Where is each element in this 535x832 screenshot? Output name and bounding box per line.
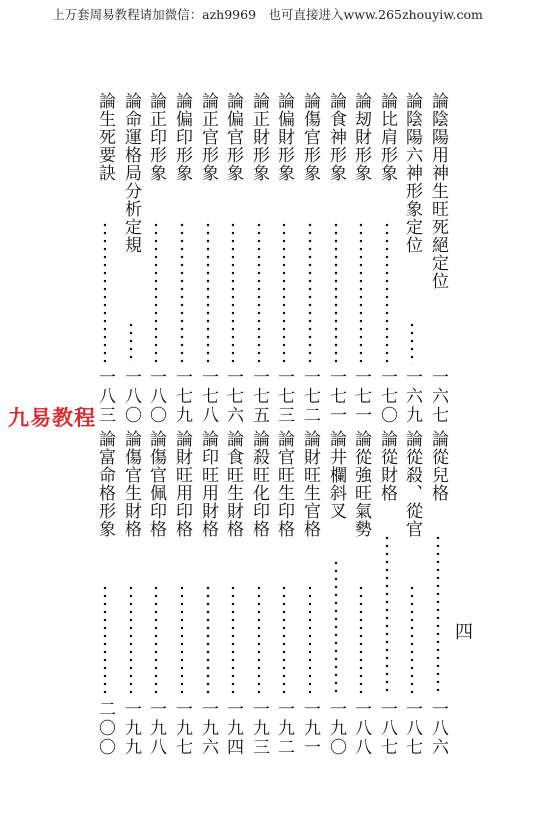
toc-leader-dots xyxy=(334,559,338,694)
toc-entry-page: 一八三 xyxy=(95,368,115,425)
toc-leader-dots xyxy=(180,221,184,364)
toc-entry xyxy=(93,92,117,443)
toc-entry-title: 論正財形象 xyxy=(249,92,269,182)
toc-entry-page: 一九八 xyxy=(146,700,166,757)
toc-entry-page: 一八七 xyxy=(377,700,397,757)
toc-entry-title: 論從兒格 xyxy=(428,430,448,502)
toc-entry xyxy=(272,92,296,443)
toc-entry-page: 一六九 xyxy=(402,368,422,425)
toc-entry-title: 論傷官佩印格 xyxy=(146,430,166,538)
toc-entry-page: 一七一 xyxy=(326,368,346,425)
toc-entry xyxy=(375,430,399,775)
toc-entry-page: 一八〇 xyxy=(146,368,166,425)
toc-entry xyxy=(247,92,271,443)
toc-entry-page: 一七九 xyxy=(172,368,192,425)
toc-entry xyxy=(426,430,450,775)
toc-leader-dots xyxy=(257,584,261,694)
toc-entry-title: 論陰陽六神形象定位 xyxy=(402,92,422,254)
toc-entry-page: 一九七 xyxy=(172,700,192,757)
toc-entry-title: 論從強旺氣勢 xyxy=(351,430,371,538)
toc-leader-dots xyxy=(103,584,107,694)
toc-leader-dots xyxy=(436,534,440,694)
toc-entry-page: 一九四 xyxy=(223,700,243,757)
toc-entry-title: 論食旺生財格 xyxy=(223,430,243,538)
toc-entry xyxy=(298,430,322,775)
toc-entry-page: 一八六 xyxy=(428,700,448,757)
toc-entry-title: 論偏官形象 xyxy=(223,92,243,182)
toc-entry-title: 論從殺、從官 xyxy=(402,430,422,538)
toc-entry xyxy=(324,430,348,775)
toc-entry-title: 論傷官生財格 xyxy=(121,430,141,538)
toc-entry-page: 一六七 xyxy=(428,368,448,425)
toc-entry xyxy=(144,430,168,775)
toc-entry-page: 二〇〇 xyxy=(95,700,115,757)
toc-entry-title: 論井欄斜叉 xyxy=(326,430,346,520)
toc-leader-dots xyxy=(180,584,184,694)
toc-leader-dots xyxy=(231,221,235,364)
toc-entry xyxy=(144,92,168,443)
toc-entry xyxy=(170,92,194,443)
toc-entry-title: 論財旺用印格 xyxy=(172,430,192,538)
toc-leader-dots xyxy=(206,221,210,364)
toc-leader-dots xyxy=(154,584,158,694)
toc-leader-dots xyxy=(206,584,210,694)
toc-entry-title: 論正官形象 xyxy=(198,92,218,182)
toc-entry-page: 一七五 xyxy=(249,368,269,425)
toc-entry-page: 一九一 xyxy=(300,700,320,757)
toc-entry-page: 一八七 xyxy=(402,700,422,757)
toc-entry-title: 論陰陽用神生旺死絕定位 xyxy=(428,92,448,290)
toc-leader-dots xyxy=(359,221,363,364)
toc-leader-dots xyxy=(410,321,414,364)
toc-leader-dots xyxy=(282,584,286,694)
toc-entry-page: 一九六 xyxy=(198,700,218,757)
toc-entry xyxy=(196,430,220,775)
toc-leader-dots xyxy=(410,584,414,694)
toc-entry xyxy=(400,92,424,443)
toc-entry-title: 論富命格形象 xyxy=(95,430,115,538)
toc-leader-dots xyxy=(129,584,133,694)
toc-leader-dots xyxy=(385,534,389,694)
toc-leader-dots xyxy=(231,584,235,694)
toc-entry xyxy=(375,92,399,443)
toc-entry-title: 論偏印形象 xyxy=(172,92,192,182)
toc-entry-page: 一八〇 xyxy=(121,368,141,425)
toc-entry-page: 一七二 xyxy=(300,368,320,425)
toc-entry-page: 一七一 xyxy=(351,368,371,425)
toc-leader-dots xyxy=(359,584,363,694)
toc-leader-dots xyxy=(282,221,286,364)
toc-entry-title: 論殺旺化印格 xyxy=(249,430,269,538)
toc-entry xyxy=(349,92,373,443)
toc-leader-dots xyxy=(129,321,133,364)
toc-entry-page: 一九二 xyxy=(274,700,294,757)
watermark-logo: 九易教程 xyxy=(8,406,96,430)
toc-entry-title: 論從財格 xyxy=(377,430,397,502)
toc-entry xyxy=(221,430,245,775)
toc-entry xyxy=(196,92,220,443)
toc-entry-page: 一七三 xyxy=(274,368,294,425)
page-number: 四 xyxy=(455,622,473,643)
toc-entry xyxy=(221,92,245,443)
toc-entry xyxy=(247,430,271,775)
toc-entry-title: 論刼財形象 xyxy=(351,92,371,182)
toc-entry-title: 論命運格局分析定規 xyxy=(121,92,141,254)
toc-entry-title: 論生死要訣 xyxy=(95,92,115,182)
toc-entry xyxy=(400,430,424,775)
toc-entry-page: 一九三 xyxy=(249,700,269,757)
toc-entry-title: 論食神形象 xyxy=(326,92,346,182)
toc-entry-title: 論比肩形象 xyxy=(377,92,397,182)
toc-entry xyxy=(426,92,450,443)
toc-entry xyxy=(93,430,117,775)
toc-leader-dots xyxy=(154,221,158,364)
toc-entry-page: 一七六 xyxy=(223,368,243,425)
toc-entry-page: 一九九 xyxy=(121,700,141,757)
toc-entry xyxy=(324,92,348,443)
toc-leader-dots xyxy=(308,221,312,364)
toc-entry-title: 論官旺生印格 xyxy=(274,430,294,538)
toc-entry xyxy=(272,430,296,775)
toc-leader-dots xyxy=(385,221,389,364)
toc-entry-page: 一九〇 xyxy=(326,700,346,757)
toc-entry-title: 論傷官形象 xyxy=(300,92,320,182)
toc-leader-dots xyxy=(308,584,312,694)
toc-entry xyxy=(298,92,322,443)
toc-entry-title: 論正印形象 xyxy=(146,92,166,182)
toc-entry xyxy=(119,430,143,775)
toc-entry-title: 論偏財形象 xyxy=(274,92,294,182)
toc-entry-title: 論印旺用財格 xyxy=(198,430,218,538)
toc-leader-dots xyxy=(334,221,338,364)
toc-entry xyxy=(349,430,373,775)
toc-leader-dots xyxy=(103,221,107,364)
toc-entry-page: 一八八 xyxy=(351,700,371,757)
page-header-advertisement: 上万套周易教程请加微信：azh9969 也可直接进入www.265zhouyiw.com xyxy=(52,7,483,22)
toc-entry xyxy=(119,92,143,443)
toc-leader-dots xyxy=(257,221,261,364)
toc-entry-page: 一七〇 xyxy=(377,368,397,425)
toc-entry xyxy=(170,430,194,775)
toc-entry-title: 論財旺生官格 xyxy=(300,430,320,538)
toc-entry-page: 一七八 xyxy=(198,368,218,425)
